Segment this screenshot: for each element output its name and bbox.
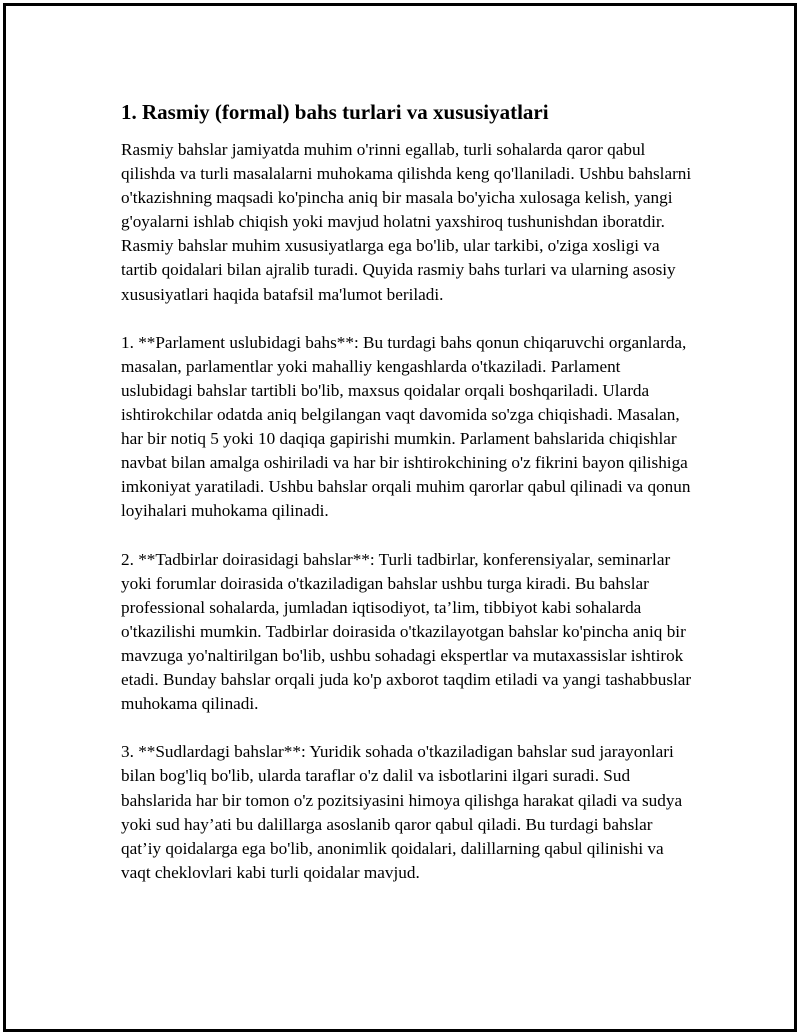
event-debate-paragraph: 2. **Tadbirlar doirasidagi bahslar**: Turli tadbirlar, konferensiyalar, seminarlar yoki forumlar doirasida o'tkaziladigan bahslar ushbu turga kiradi. Bu bahslar professional sohalarda, jumladan iqtisodiyot, ta’lim, tibbiyot kabi sohalarda o'tkazilishi mumkin. Tadbirlar doirasida o'tkazilayotgan bahslar ko'pincha aniq bir mavzuga yo'naltirilgan bo'lib, ushbu sohadagi ekspertlar va mutaxassislar ishtirok etadi. Bunday bahslar orqali juda ko'p axborot taqdim etiladi va yangi tashabbuslar muhokama qilinadi.: [121, 549, 692, 714]
parliamentary-debate-paragraph: 1. **Parlament uslubidagi bahs**: Bu turdagi bahs qonun chiqaruvchi organlarda, masalan, parlamentlar yoki mahalliy kengashlarda o'tkaziladi. Parlament uslubidagi bahslar tartibli bo'lib, maxsus qoidalar orqali boshqariladi. Ularda ishtirokchilar odatda aniq belgilangan vaqt davomida so'zga chiqishadi. Masalan, har bir notiq 5 yoki 10 daqiqa gapirishi mumkin. Parlament bahslarida chiqishlar navbat bilan amalga oshiriladi va har bir ishtirokchining o'z fikrini bayon qilishiga imkoniyat yaratiladi. Ushbu bahslar orqali muhim qarorlar qabul qilinadi va qonun loyihalari muhokama qilinadi.: [121, 332, 691, 521]
section-heading: 1. Rasmiy (formal) bahs turlari va xususiyatlari: [121, 100, 549, 124]
document-body: [121, 98, 696, 909]
page-frame: [3, 3, 797, 1032]
intro-paragraph: Rasmiy bahslar jamiyatda muhim o'rinni egallab, turli sohalarda qaror qabul qilishda va turli masalalarni muhokama qilishda keng qo'llaniladi. Ushbu bahslarni o'tkazishning maqsadi ko'pincha aniq bir masala bo'yicha xulosaga kelish, yangi g'oyalarni ishlab chiqish yoki mavjud holatni yaxshiroq tushunishdan iboratdir. Rasmiy bahslar muhim xususiyatlarga ega bo'lib, ular tarkibi, o'ziga xosligi va tartib qoidalari bilan ajralib turadi. Quyida rasmiy bahs turlari va ularning asosiy xususiyatlari haqida batafsil ma'lumot beriladi.: [121, 140, 692, 304]
court-debate-paragraph: 3. **Sudlardagi bahslar**: Yuridik sohada o'tkaziladigan bahslar sud jarayonlari bilan bog'liq bo'lib, ularda taraflar o'z dalil va isbotlarini ilgari suradi. Sud bahslarida har bir tomon o'z pozitsiyasini himoya qilishga harakat qiladi va sudya yoki sud hay’ati bu dalillarga asoslanib qaror qabul qiladi. Bu turdagi bahslar qat’iy qoidalarga ega bo'lib, anonimlik qoidalari, dalillarning qabul qilinishi va vaqt cheklovlari kabi turli qoidalar mavjud.: [121, 742, 683, 882]
